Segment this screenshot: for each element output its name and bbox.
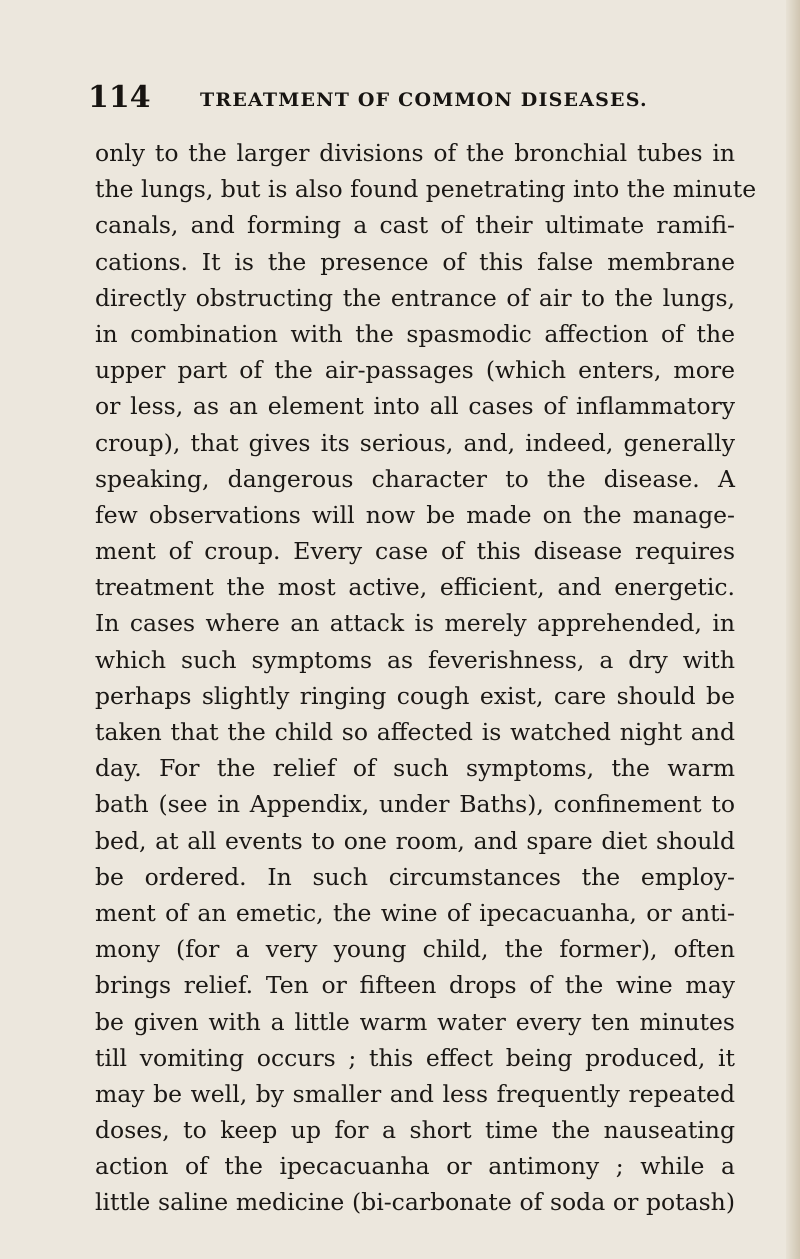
running-head-title: TREATMENT OF COMMON DISEASES. bbox=[200, 89, 648, 111]
text-line: bed, at all events to one room, and spare diet should bbox=[95, 826, 735, 855]
text-line: directly obstructing the entrance of air to the lungs, bbox=[95, 283, 735, 312]
text-line: only to the larger divisions of the bronchial tubes in bbox=[95, 139, 735, 167]
text-line: brings relief. Ten or fifteen drops of the wine may bbox=[95, 971, 735, 1000]
text-line: In cases where an attack is merely apprehended, in bbox=[95, 609, 735, 638]
text-line: in combination with the spasmodic affection of the bbox=[95, 319, 735, 348]
page-number: 114 bbox=[88, 80, 151, 115]
text-line: the lungs, but is also found penetrating into the minute bbox=[95, 175, 757, 204]
text-line: be given with a little warm water every ten minutes bbox=[95, 1007, 735, 1036]
text-line: canals, and forming a cast of their ultimate ramifi- bbox=[95, 211, 735, 240]
text-line: mony (for a very young child, the former), often bbox=[95, 935, 735, 964]
text-line: or less, as an element into all cases of inflammatory bbox=[95, 392, 735, 421]
text-line: which such symptoms as feverishness, a dry with bbox=[95, 645, 735, 674]
running-head bbox=[88, 78, 728, 118]
text-line: bath (see in Appendix, under Baths), confinement to bbox=[95, 790, 735, 819]
text-line: day. For the relief of such symptoms, the warm bbox=[95, 754, 735, 783]
text-line: cations. It is the presence of this false membrane bbox=[95, 247, 735, 276]
text-line: perhaps slightly ringing cough exist, care should be bbox=[95, 681, 735, 710]
text-line: doses, to keep up for a short time the nauseating bbox=[95, 1116, 735, 1145]
text-line: ment of croup. Every case of this disease requires bbox=[95, 537, 735, 566]
text-line: treatment the most active, efficient, and energetic. bbox=[95, 573, 735, 602]
text-line: taken that the child so affected is watched night and bbox=[95, 718, 735, 746]
body-text bbox=[95, 135, 757, 1221]
text-line: croup), that gives its serious, and, indeed, generally bbox=[95, 428, 735, 457]
text-line: may be well, by smaller and less frequently repeated bbox=[95, 1079, 735, 1108]
text-line: little saline medicine (bi-carbonate of soda or potash) bbox=[95, 1188, 735, 1217]
text-line: few observations will now be made on the manage- bbox=[95, 500, 735, 529]
text-line: ment of an emetic, the wine of ipecacuanha, or anti- bbox=[95, 898, 735, 927]
text-line: speaking, dangerous character to the disease. A bbox=[95, 464, 735, 493]
text-line: action of the ipecacuanha or antimony ; while a bbox=[95, 1152, 735, 1181]
text-line: upper part of the air-passages (which enters, more bbox=[95, 356, 735, 385]
text-line: be ordered. In such circumstances the employ- bbox=[95, 862, 735, 891]
text-line: till vomiting occurs ; this effect being produced, it bbox=[95, 1043, 735, 1072]
page-edge-shadow bbox=[786, 0, 800, 1259]
